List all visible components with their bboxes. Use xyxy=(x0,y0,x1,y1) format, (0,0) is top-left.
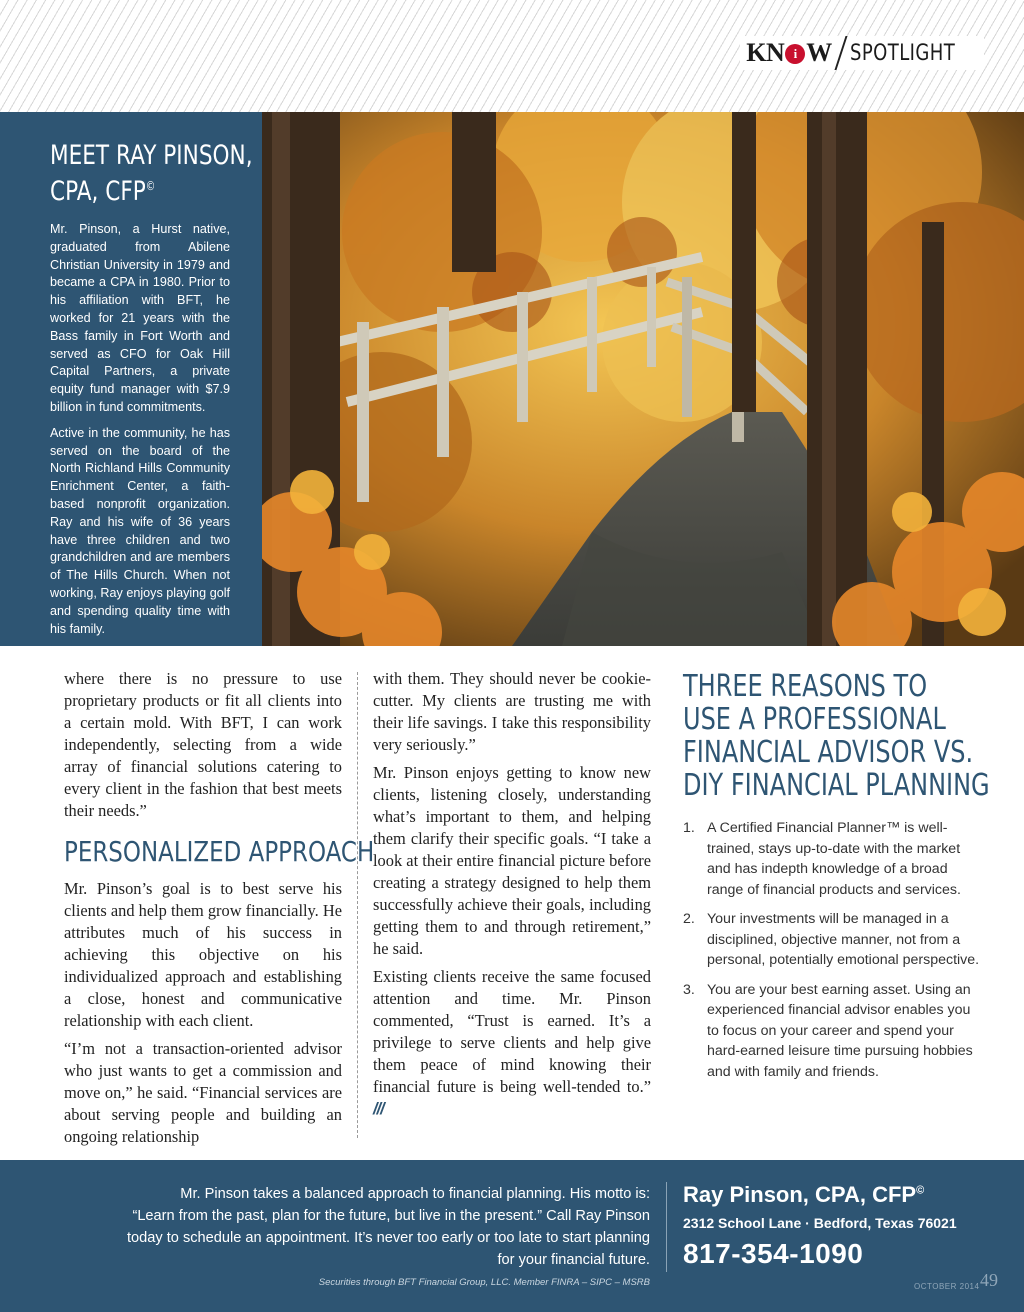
contact-phone: 817-354-1090 xyxy=(683,1238,864,1269)
know-spotlight-logo xyxy=(740,36,984,70)
article-paragraph: with them. They should never be cookie-cutter. My clients are trusting me with their life savings. I take this responsibility very seriously.” xyxy=(373,669,651,754)
end-mark-icon: /// xyxy=(373,1100,384,1118)
personalized-approach-heading: PERSONALIZED APPROACH xyxy=(64,835,375,868)
article-paragraph: Existing clients receive the same focused attention and time. Mr. Pinson commented, “Trust is earned. It’s a privilege to serve clients and help give them peace of mind knowing their financial future is being well-tended to.” /// xyxy=(373,967,651,1118)
article-column-2 xyxy=(373,668,651,1126)
three-reasons-heading: THREE REASONS TO USE A PROFESSIONAL FINANCIAL ADVISOR VS. DIY FINANCIAL PLANNING xyxy=(683,669,990,803)
list-item: 2. Your investments will be managed in a disciplined, objective manner, not from a personal, potentially emotional perspective. xyxy=(683,911,980,968)
logo-i-dot-icon: i xyxy=(785,44,805,64)
article-paragraph: Mr. Pinson’s goal is to best serve his clients and help them grow financially. He attributes much of his success in achieving this objective on his individualized approach and establishing a close, honest and communicative relationship with each client. xyxy=(64,879,342,1030)
reasons-list xyxy=(683,818,983,1082)
contact-address: 2312 School Lane · Bedford, Texas 76021 xyxy=(683,1215,957,1231)
list-item: 1. A Certified Financial Planner™ is well-trained, stays up-to-date with the market and has indepth knowledge of a broad range of financial products and services. xyxy=(683,820,961,898)
sidebar-title: MEET RAY PINSON, CPA, CFP© xyxy=(50,140,253,207)
article-paragraph: “I’m not a transaction-oriented advisor who just wants to get a commission and move on,” he said. “Financial services are about serving people and building an ongoing relationship xyxy=(64,1039,342,1146)
three-reasons-box xyxy=(683,669,990,1091)
article-paragraph: Mr. Pinson enjoys getting to know new clients, listening closely, understanding what’s important to them, and helping them clarify their specific goals. “I take a look at their entire financial picture before creating a strategy designed to help them successfully achieve their goals, including getting them to and through retirement,” he said. xyxy=(373,763,651,958)
issue-date: OCTOBER 2014 xyxy=(914,1282,980,1291)
contact-name: Ray Pinson, CPA, CFP© xyxy=(683,1182,925,1207)
meet-sidebar xyxy=(0,112,262,646)
footer-message: Mr. Pinson takes a balanced approach to financial planning. His motto is: “Learn from the past, plan for the future, but live in the present.” Call Ray Pinson today to schedule an appointment. It’s never too early or too late to start planning for your financial future. xyxy=(126,1186,650,1268)
sidebar-community-paragraph: Active in the community, he has served on the board of the North Richland Hills Community Enrichment Center, a faith-based nonprofit organization. Ray and his wife of 36 years have three children and two grandchildren and are members of The Hills Church. When not working, Ray enjoys playing golf and spending quality time with his family. xyxy=(50,425,230,636)
column-divider xyxy=(357,672,358,1138)
page-number: 49 xyxy=(980,1270,998,1290)
logo-know-wordmark: KN i W xyxy=(746,38,832,67)
autumn-boardwalk-photo xyxy=(262,112,1024,646)
contact-footer xyxy=(0,1160,1024,1312)
footer-divider xyxy=(666,1182,667,1272)
autumn-forest-illustration xyxy=(262,112,1024,646)
list-item: 3. You are your best earning asset. Using an experienced financial advisor enables you to focus on your career and spend your hard-earned leisure time pursuing hobbies and with family and friends. xyxy=(683,981,973,1080)
sidebar-bio-paragraph: Mr. Pinson, a Hurst native, graduated from Abilene Christian University in 1979 and became a CPA in 1980. Prior to his affiliation with BFT, he worked for 21 years with the Bass family in Fort Worth and served as CFO for Oak Hill Capital Partners, a private equity fund manager with $7.9 billion in fund commitments. xyxy=(50,222,230,414)
securities-disclaimer: Securities through BFT Financial Group, LLC. Member FINRA – SIPC – MSRB xyxy=(318,1277,650,1288)
article-paragraph: where there is no pressure to use proprietary products or fit all clients into a certain mold. With BFT, I can work independently, selecting from a wide array of financial solutions catering to every client in the fashion that best meets their needs.” xyxy=(64,669,342,820)
logo-spotlight-word: SPOTLIGHT xyxy=(849,40,955,66)
article-column-1 xyxy=(64,668,375,1154)
logo-slash-divider xyxy=(834,36,847,70)
